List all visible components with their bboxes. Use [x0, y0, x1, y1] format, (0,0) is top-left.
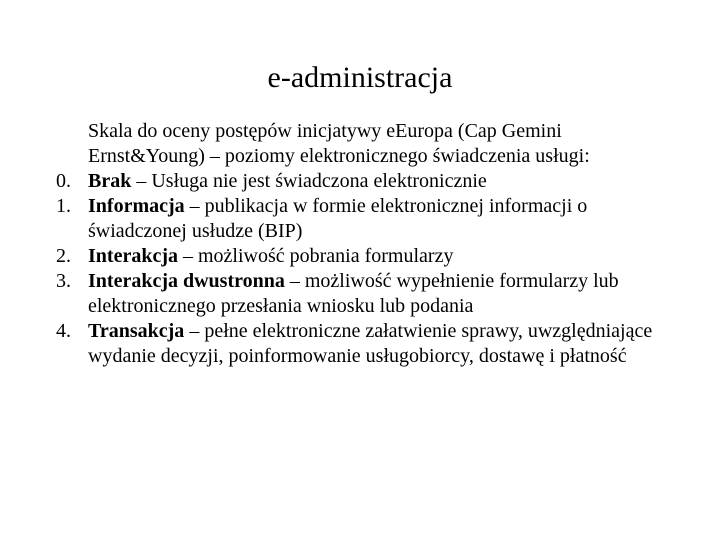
list-item-level-0 [56, 169, 676, 194]
slide-title: e-administracja [267, 61, 453, 94]
item-term: Interakcja [88, 245, 178, 267]
item-description: – możliwość pobrania formularzy [177, 245, 454, 267]
item-description: – publikacja w formie elektronicznej informacji o świadczonej usłudze (BIP) [88, 195, 588, 242]
item-term: Brak [88, 170, 132, 192]
item-term: Interakcja dwustronna [88, 270, 285, 292]
item-number: 1. [56, 195, 71, 217]
slide-body [56, 119, 676, 369]
list-item-level-2 [56, 244, 676, 269]
list-item-level-1 [56, 194, 676, 244]
item-number: 0. [56, 170, 71, 192]
item-description: – Usługa nie jest świadczona elektronicznie [131, 170, 487, 192]
intro-text: Skala do oceny postępów inicjatywy eEuropa (Cap Gemini Ernst&Young) – poziomy elektronicznego świadczenia usługi: [88, 120, 590, 167]
item-term: Transakcja [88, 320, 185, 342]
item-description: – możliwość wypełnienie formularzy lub elektronicznego przesłania wniosku lub podania [88, 270, 619, 317]
list-item-level-3 [56, 269, 676, 319]
item-number: 4. [56, 320, 71, 342]
item-description: – pełne elektroniczne załatwienie sprawy, uwzględniające wydanie decyzji, poinformowanie usługobiorcy, dostawę i płatność [88, 320, 653, 367]
list-item-level-4 [56, 319, 676, 369]
item-number: 2. [56, 245, 71, 267]
item-number: 3. [56, 270, 71, 292]
item-term: Informacja [88, 195, 185, 217]
